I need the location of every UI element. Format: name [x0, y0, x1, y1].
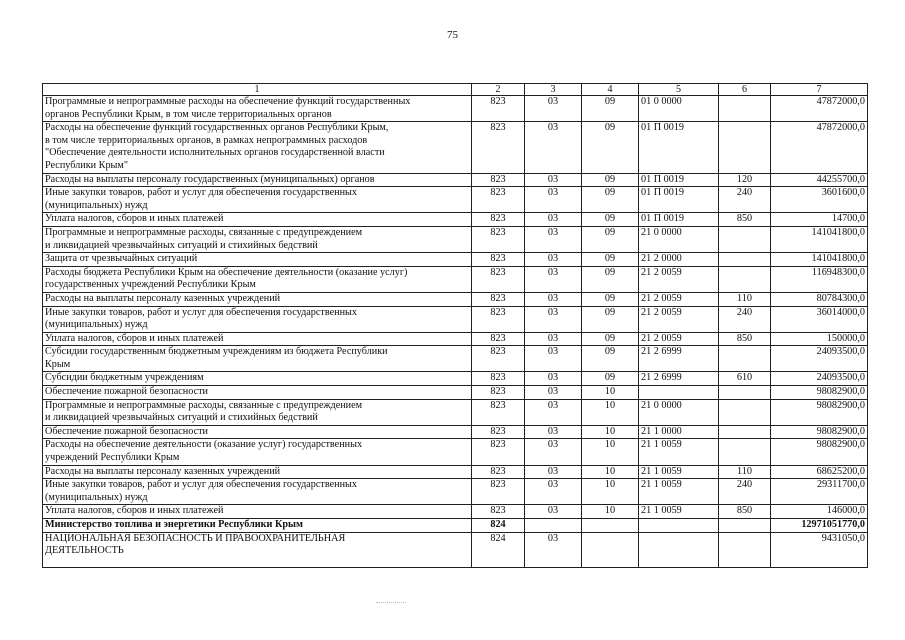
- description-line: Расходы бюджета Республики Крым на обеспечение деятельности (оказание услуг): [45, 266, 408, 278]
- expense-type-code: 240: [719, 187, 771, 213]
- description-line: Обеспечение пожарной безопасности: [45, 425, 209, 437]
- expense-type-code: 850: [719, 505, 771, 519]
- description-line: ДЕЯТЕЛЬНОСТЬ: [45, 545, 124, 557]
- ministry-code: 823: [472, 399, 525, 425]
- amount: 36014000,0: [771, 306, 868, 332]
- target-article-code: 01 П 0019: [639, 187, 719, 213]
- amount: 44255700,0: [771, 173, 868, 187]
- subsection-code: 10: [582, 425, 639, 439]
- target-article-code: 21 2 0000: [639, 253, 719, 267]
- expense-type-code: [719, 425, 771, 439]
- target-article-code: 21 0 0000: [639, 399, 719, 425]
- ministry-code: 823: [472, 226, 525, 252]
- description-line: Программные и непрограммные расходы на обеспечение функций государственных: [45, 96, 411, 107]
- amount: 29311700,0: [771, 479, 868, 505]
- target-article-code: 21 0 0000: [639, 226, 719, 252]
- target-article-code: 21 1 0059: [639, 505, 719, 519]
- expense-description: [43, 346, 472, 372]
- table-row: [43, 306, 868, 332]
- description-line: Министерство топлива и энергетики Республики Крым: [45, 519, 303, 530]
- header-cell: 3: [525, 84, 582, 96]
- subsection-code: 10: [582, 505, 639, 519]
- amount: 14700,0: [771, 213, 868, 227]
- description-line: Расходы на обеспечение деятельности (оказание услуг) государственных: [45, 439, 363, 451]
- expense-description: [43, 399, 472, 425]
- section-code: 03: [525, 306, 582, 332]
- description-line: Республики Крым": [45, 159, 128, 171]
- subsection-code: 09: [582, 96, 639, 122]
- subsection-code: 10: [582, 439, 639, 465]
- table-row: [43, 173, 868, 187]
- target-article-code: 21 2 0059: [639, 266, 719, 292]
- target-article-code: 21 2 6999: [639, 372, 719, 386]
- table-row: [43, 96, 868, 122]
- expense-description: [43, 253, 472, 267]
- table-row: [43, 425, 868, 439]
- target-article-code: 21 2 0059: [639, 306, 719, 332]
- expense-description: [43, 306, 472, 332]
- table-row: [43, 479, 868, 505]
- table-row: [43, 266, 868, 292]
- ministry-code: 823: [472, 213, 525, 227]
- ministry-code: 823: [472, 505, 525, 519]
- description-line: Расходы на обеспечение функций государственных органов Республики Крым,: [45, 122, 389, 134]
- description-line: Защита от чрезвычайных ситуаций: [45, 253, 198, 265]
- ministry-code: 823: [472, 187, 525, 213]
- section-code: [525, 519, 582, 533]
- expense-type-code: 110: [719, 465, 771, 479]
- description-line: государственных учреждений Республики Крым: [45, 279, 256, 291]
- ministry-code: 823: [472, 173, 525, 187]
- expense-type-code: [719, 532, 771, 567]
- section-code: 03: [525, 505, 582, 519]
- description-line: Программные и непрограммные расходы, связанные с предупреждением: [45, 226, 363, 238]
- description-line: учреждений Республики Крым: [45, 452, 180, 464]
- target-article-code: [639, 532, 719, 567]
- description-line: "Обеспечение деятельности исполнительных органов государственной власти: [45, 147, 385, 159]
- target-article-code: 21 2 0059: [639, 332, 719, 346]
- description-line: и ликвидацией чрезвычайных ситуаций и стихийных бедствий: [45, 412, 318, 424]
- subsection-code: 09: [582, 332, 639, 346]
- expense-type-code: [719, 96, 771, 122]
- section-code: 03: [525, 399, 582, 425]
- ministry-code: 823: [472, 346, 525, 372]
- description-line: и ликвидацией чрезвычайных ситуаций и стихийных бедствий: [45, 239, 318, 251]
- description-line: органов Республики Крым, в том числе территориальных органов: [45, 108, 332, 120]
- subsection-code: 09: [582, 122, 639, 173]
- subsection-code: 10: [582, 386, 639, 400]
- expense-description: [43, 532, 472, 567]
- section-code: 03: [525, 425, 582, 439]
- ministry-code: 824: [472, 519, 525, 533]
- expense-description: [43, 96, 472, 122]
- amount: 24093500,0: [771, 372, 868, 386]
- subsection-code: 09: [582, 173, 639, 187]
- expense-description: [43, 213, 472, 227]
- subsection-code: 09: [582, 346, 639, 372]
- budget-table: [42, 83, 868, 568]
- target-article-code: 21 1 0059: [639, 465, 719, 479]
- expense-type-code: 610: [719, 372, 771, 386]
- expense-description: [43, 386, 472, 400]
- expense-description: [43, 332, 472, 346]
- description-line: (муниципальных) нужд: [45, 491, 148, 503]
- table-row: [43, 399, 868, 425]
- amount: 24093500,0: [771, 346, 868, 372]
- expense-type-code: 120: [719, 173, 771, 187]
- section-code: 03: [525, 253, 582, 267]
- amount: 47872000,0: [771, 96, 868, 122]
- ministry-code: 823: [472, 122, 525, 173]
- ministry-code: 824: [472, 532, 525, 567]
- description-line: Субсидии бюджетным учреждениям: [45, 372, 204, 384]
- header-cell: 5: [639, 84, 719, 96]
- expense-description: [43, 266, 472, 292]
- table-row: [43, 187, 868, 213]
- subsection-code: 09: [582, 187, 639, 213]
- header-cell: 2: [472, 84, 525, 96]
- amount: 80784300,0: [771, 292, 868, 306]
- target-article-code: 01 П 0019: [639, 122, 719, 173]
- expense-description: [43, 173, 472, 187]
- target-article-code: 21 1 0059: [639, 439, 719, 465]
- target-article-code: 01 П 0019: [639, 213, 719, 227]
- table-row: [43, 346, 868, 372]
- ministry-code: 823: [472, 292, 525, 306]
- target-article-code: [639, 519, 719, 533]
- section-code: 03: [525, 213, 582, 227]
- subsection-code: 09: [582, 266, 639, 292]
- amount: 98082900,0: [771, 425, 868, 439]
- ministry-code: 823: [472, 306, 525, 332]
- section-code: 03: [525, 386, 582, 400]
- header-row: [43, 84, 868, 96]
- ministry-code: 823: [472, 253, 525, 267]
- description-line: Иные закупки товаров, работ и услуг для обеспечения государственных: [45, 306, 357, 318]
- expense-type-code: [719, 122, 771, 173]
- description-line: Программные и непрограммные расходы, связанные с предупреждением: [45, 399, 363, 411]
- section-code: 03: [525, 479, 582, 505]
- section-code: 03: [525, 346, 582, 372]
- ministry-code: 823: [472, 465, 525, 479]
- expense-type-code: 850: [719, 332, 771, 346]
- description-line: Иные закупки товаров, работ и услуг для обеспечения государственных: [45, 187, 357, 199]
- description-line: Иные закупки товаров, работ и услуг для обеспечения государственных: [45, 479, 357, 491]
- expense-type-code: 110: [719, 292, 771, 306]
- table-row: [43, 439, 868, 465]
- section-code: 03: [525, 173, 582, 187]
- subsection-code: [582, 532, 639, 567]
- ministry-code: 823: [472, 332, 525, 346]
- description-line: Расходы на выплаты персоналу казенных учреждений: [45, 292, 281, 304]
- expense-description: [43, 465, 472, 479]
- table-row: [43, 505, 868, 519]
- section-code: 03: [525, 122, 582, 173]
- expense-type-code: [719, 226, 771, 252]
- section-code: 03: [525, 332, 582, 346]
- description-line: Крым: [45, 358, 71, 370]
- subsection-code: 10: [582, 479, 639, 505]
- table-row: [43, 122, 868, 173]
- table-row: [43, 519, 868, 533]
- expense-description: [43, 439, 472, 465]
- subsection-code: 10: [582, 399, 639, 425]
- expense-type-code: [719, 399, 771, 425]
- subsection-code: 09: [582, 306, 639, 332]
- subsection-code: 09: [582, 213, 639, 227]
- expense-description: [43, 122, 472, 173]
- section-code: 03: [525, 532, 582, 567]
- section-code: 03: [525, 439, 582, 465]
- section-code: 03: [525, 292, 582, 306]
- amount: 9431050,0: [771, 532, 868, 567]
- amount: 141041800,0: [771, 226, 868, 252]
- expense-type-code: [719, 266, 771, 292]
- expense-type-code: 850: [719, 213, 771, 227]
- ministry-code: 823: [472, 266, 525, 292]
- expense-description: [43, 519, 472, 533]
- target-article-code: 21 1 0059: [639, 479, 719, 505]
- subsection-code: 10: [582, 465, 639, 479]
- expense-type-code: 240: [719, 479, 771, 505]
- page-number: 75: [447, 29, 458, 41]
- section-code: 03: [525, 266, 582, 292]
- table-row: [43, 532, 868, 567]
- scan-artifact: [376, 602, 406, 607]
- table-row: [43, 213, 868, 227]
- amount: 47872000,0: [771, 122, 868, 173]
- expense-description: [43, 505, 472, 519]
- expense-description: [43, 479, 472, 505]
- target-article-code: 21 2 0059: [639, 292, 719, 306]
- description-line: Обеспечение пожарной безопасности: [45, 386, 209, 398]
- header-cell: 4: [582, 84, 639, 96]
- ministry-code: 823: [472, 386, 525, 400]
- expense-type-code: [719, 253, 771, 267]
- expense-type-code: [719, 519, 771, 533]
- description-line: НАЦИОНАЛЬНАЯ БЕЗОПАСНОСТЬ И ПРАВООХРАНИТЕЛЬНАЯ: [45, 532, 346, 544]
- table-row: [43, 372, 868, 386]
- expense-type-code: [719, 346, 771, 372]
- description-line: Уплата налогов, сборов и иных платежей: [45, 505, 224, 517]
- subsection-code: 09: [582, 253, 639, 267]
- expense-description: [43, 187, 472, 213]
- expense-description: [43, 372, 472, 386]
- table-row: [43, 465, 868, 479]
- target-article-code: 01 0 0000: [639, 96, 719, 122]
- amount: 116948300,0: [771, 266, 868, 292]
- amount: 146000,0: [771, 505, 868, 519]
- amount: 98082900,0: [771, 386, 868, 400]
- table-row: [43, 332, 868, 346]
- header-cell: 6: [719, 84, 771, 96]
- description-line: Субсидии государственным бюджетным учреждениям из бюджета Республики: [45, 346, 388, 358]
- expense-description: [43, 292, 472, 306]
- description-line: в том числе территориальных органов, в рамках непрограммных расходов: [45, 134, 368, 146]
- target-article-code: [639, 386, 719, 400]
- section-code: 03: [525, 96, 582, 122]
- expense-type-code: [719, 386, 771, 400]
- expense-type-code: [719, 439, 771, 465]
- amount: 12971051770,0: [771, 519, 868, 533]
- table-row: [43, 292, 868, 306]
- header-cell: 1: [43, 84, 472, 96]
- description-line: Уплата налогов, сборов и иных платежей: [45, 332, 224, 344]
- expense-description: [43, 226, 472, 252]
- subsection-code: 09: [582, 226, 639, 252]
- amount: 141041800,0: [771, 253, 868, 267]
- ministry-code: 823: [472, 479, 525, 505]
- subsection-code: 09: [582, 372, 639, 386]
- target-article-code: 01 П 0019: [639, 173, 719, 187]
- header-cell: 7: [771, 84, 868, 96]
- description-line: (муниципальных) нужд: [45, 199, 148, 211]
- amount: 150000,0: [771, 332, 868, 346]
- amount: 3601600,0: [771, 187, 868, 213]
- description-line: (муниципальных) нужд: [45, 319, 148, 331]
- amount: 98082900,0: [771, 399, 868, 425]
- table-row: [43, 226, 868, 252]
- ministry-code: 823: [472, 96, 525, 122]
- amount: 98082900,0: [771, 439, 868, 465]
- table-row: [43, 386, 868, 400]
- section-code: 03: [525, 226, 582, 252]
- section-code: 03: [525, 465, 582, 479]
- expense-description: [43, 425, 472, 439]
- description-line: Расходы на выплаты персоналу казенных учреждений: [45, 465, 281, 477]
- ministry-code: 823: [472, 439, 525, 465]
- description-line: Уплата налогов, сборов и иных платежей: [45, 213, 224, 225]
- target-article-code: 21 1 0000: [639, 425, 719, 439]
- section-code: 03: [525, 187, 582, 213]
- description-line: Расходы на выплаты персоналу государственных (муниципальных) органов: [45, 173, 375, 185]
- section-code: 03: [525, 372, 582, 386]
- amount: 68625200,0: [771, 465, 868, 479]
- subsection-code: [582, 519, 639, 533]
- subsection-code: 09: [582, 292, 639, 306]
- ministry-code: 823: [472, 425, 525, 439]
- target-article-code: 21 2 6999: [639, 346, 719, 372]
- table-row: [43, 253, 868, 267]
- ministry-code: 823: [472, 372, 525, 386]
- expense-type-code: 240: [719, 306, 771, 332]
